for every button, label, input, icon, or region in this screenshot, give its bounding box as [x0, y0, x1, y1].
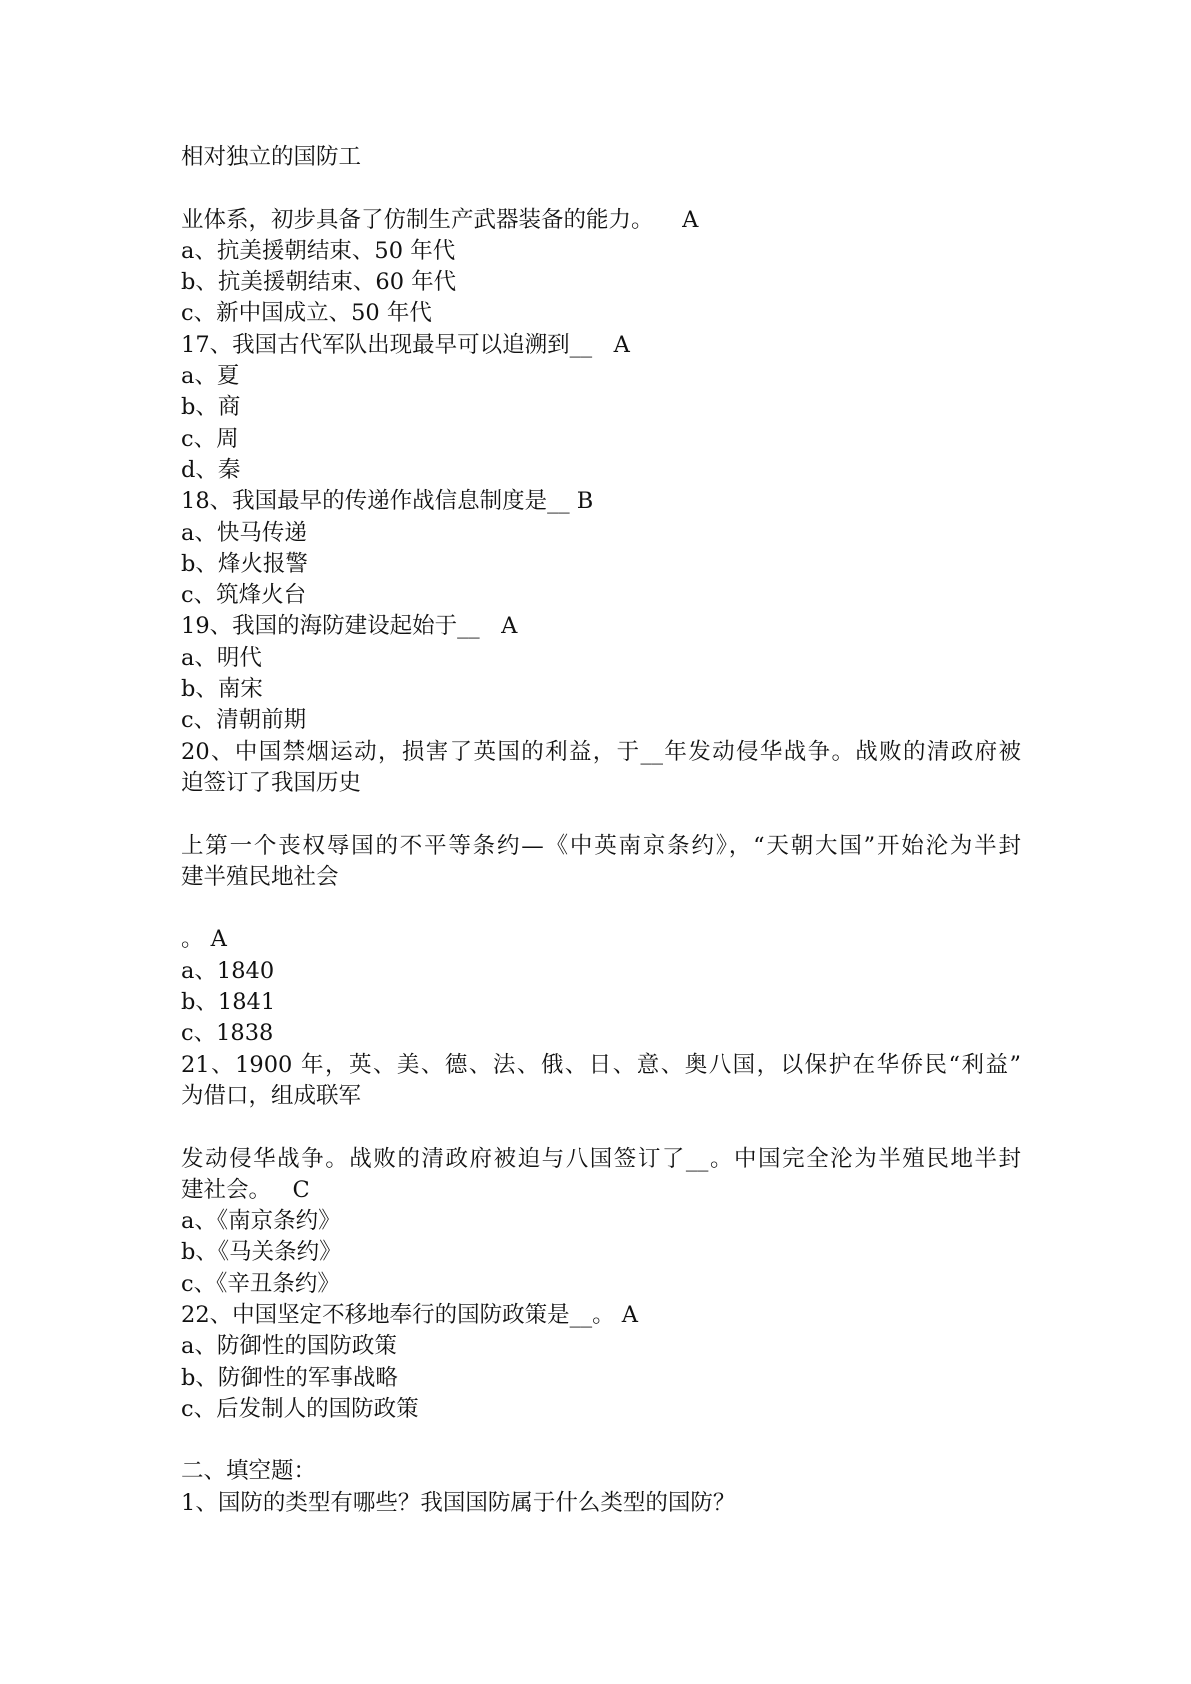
option-line: a、防御性的国防政策 — [181, 1333, 397, 1360]
option-line: a、1840 — [181, 957, 275, 984]
option-line: b、《马关条约》 — [181, 1239, 342, 1266]
option-line: b、商 — [181, 394, 241, 421]
option-line: b、烽火报警 — [181, 550, 308, 577]
option-line: a、快马传递 — [181, 519, 307, 546]
question-18: 18、我国最早的传递作战信息制度是__ B — [181, 488, 594, 515]
option-line: a、《南京条约》 — [181, 1208, 341, 1235]
option-line: c、1838 — [181, 1020, 274, 1047]
option-line: c、后发制人的国防政策 — [181, 1395, 419, 1422]
option-line: c、筑烽火台 — [181, 582, 307, 609]
option-line: a、抗美援朝结束、50 年代 — [181, 237, 456, 264]
option-line: c、清朝前期 — [181, 707, 307, 734]
option-line: a、明代 — [181, 644, 262, 671]
option-line: b、1841 — [181, 989, 276, 1016]
text-line: 建半殖民地社会 — [181, 863, 339, 890]
option-line: c、《辛丑条约》 — [181, 1270, 340, 1297]
option-line: b、南宋 — [181, 676, 263, 703]
option-line: b、抗美援朝结束、60 年代 — [181, 269, 457, 296]
option-line: c、周 — [181, 425, 239, 452]
text-line: 建社会。 C — [181, 1176, 310, 1203]
blank-line — [181, 173, 1021, 204]
text-line: 业体系，初步具备了仿制生产武器装备的能力。 A — [181, 206, 699, 233]
text-line: 上第一个丧权辱国的不平等条约—《中英南京条约》，“天朝大国”开始沦为半封 — [181, 832, 1021, 859]
option-line: c、新中国成立、50 年代 — [181, 300, 432, 327]
text-line: 发动侵华战争。战败的清政府被迫与八国签订了__。中国完全沦为半殖民地半封 — [181, 1145, 1021, 1172]
option-line: d、秦 — [181, 456, 241, 483]
question-20: 20、中国禁烟运动，损害了英国的利益，于__年发动侵华战争。战败的清政府被 — [181, 738, 1021, 765]
blank-line — [181, 799, 1021, 830]
document-body — [181, 142, 1021, 1519]
text-line: 为借口，组成联军 — [181, 1082, 362, 1109]
question-21: 21、1900 年，英、美、德、法、俄、日、意、奥八国，以保护在华侨民“利益” — [181, 1051, 1021, 1078]
question-19: 19、我国的海防建设起始于__ A — [181, 613, 518, 640]
blank-line — [181, 1112, 1021, 1143]
blank-line — [181, 1425, 1021, 1456]
text-line: 。 A — [181, 926, 227, 953]
option-line: b、防御性的军事战略 — [181, 1364, 398, 1391]
option-line: a、夏 — [181, 363, 240, 390]
question-17: 17、我国古代军队出现最早可以追溯到__ A — [181, 331, 630, 358]
question-22: 22、中国坚定不移地奉行的国防政策是__。 A — [181, 1301, 639, 1328]
blank-line — [181, 893, 1021, 924]
text-line: 迫签订了我国历史 — [181, 769, 362, 796]
text-line: 相对独立的国防工 — [181, 144, 362, 170]
section-heading: 二、填空题： — [181, 1458, 317, 1485]
fill-question-1: 1、国防的类型有哪些？我国国防属于什么类型的国防？ — [181, 1489, 736, 1516]
